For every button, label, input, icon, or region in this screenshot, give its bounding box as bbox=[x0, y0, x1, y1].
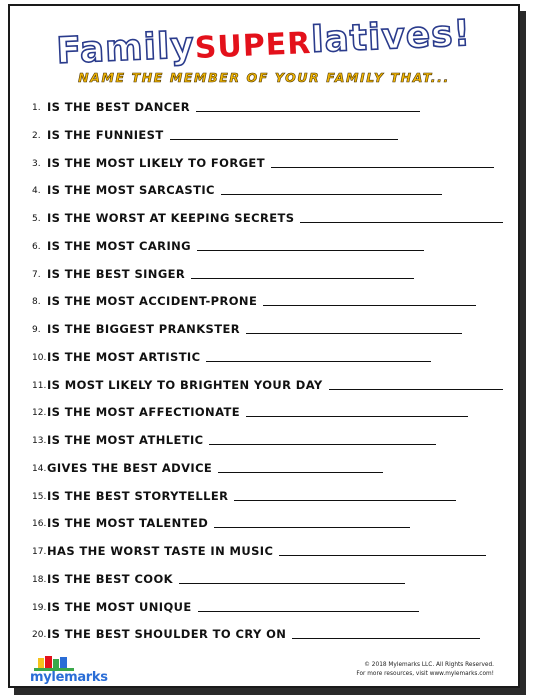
list-item bbox=[32, 206, 503, 226]
answer-blank-line[interactable] bbox=[206, 361, 431, 362]
item-text: IS THE MOST SARCASTIC bbox=[47, 183, 215, 198]
list-item bbox=[32, 289, 476, 309]
item-text: GIVES THE BEST ADVICE bbox=[47, 460, 213, 475]
item-number: 16. bbox=[32, 519, 47, 530]
answer-blank-line[interactable] bbox=[179, 583, 405, 584]
footer bbox=[356, 661, 494, 678]
answer-blank-line[interactable] bbox=[191, 278, 414, 279]
item-text: IS MOST LIKELY TO BRIGHTEN YOUR DAY bbox=[47, 377, 323, 392]
answer-blank-line[interactable] bbox=[218, 472, 383, 473]
list-item bbox=[32, 622, 480, 642]
item-number: 9. bbox=[32, 325, 41, 335]
item-number: 15. bbox=[32, 491, 47, 502]
item-text: IS THE BIGGEST PRANKSTER bbox=[47, 322, 240, 336]
answer-blank-line[interactable] bbox=[214, 527, 410, 528]
answer-blank-line[interactable] bbox=[300, 222, 503, 223]
answer-blank-line[interactable] bbox=[170, 139, 398, 140]
mylemarks-logo bbox=[30, 654, 108, 686]
item-text: IS THE BEST STORYTELLER bbox=[47, 488, 229, 503]
item-number: 20. bbox=[32, 630, 47, 641]
item-text: IS THE MOST LIKELY TO FORGET bbox=[47, 155, 265, 170]
list-item bbox=[32, 373, 503, 393]
item-text: IS THE MOST ATHLETIC bbox=[47, 433, 204, 447]
item-number: 1. bbox=[32, 103, 41, 113]
answer-blank-line[interactable] bbox=[271, 167, 494, 168]
answer-blank-line[interactable] bbox=[292, 638, 480, 639]
item-number: 12. bbox=[32, 408, 47, 419]
item-number: 4. bbox=[32, 186, 41, 197]
item-number: 3. bbox=[32, 158, 41, 169]
list-item bbox=[32, 428, 436, 448]
worksheet-subtitle: NAME THE MEMBER OF YOUR FAMILY THAT... bbox=[78, 70, 450, 85]
list-item bbox=[32, 456, 383, 476]
item-text: IS THE MOST AFFECTIONATE bbox=[47, 405, 240, 420]
item-text: IS THE MOST CARING bbox=[47, 238, 191, 253]
item-number: 5. bbox=[32, 214, 41, 224]
answer-blank-line[interactable] bbox=[197, 250, 424, 251]
item-number: 13. bbox=[32, 436, 47, 446]
item-number: 2. bbox=[32, 130, 41, 141]
list-item bbox=[32, 595, 419, 615]
list-item bbox=[32, 262, 414, 282]
resources-link: For more resources, visit www.mylemarks.com! bbox=[356, 670, 494, 677]
item-number: 11. bbox=[32, 380, 47, 391]
item-number: 7. bbox=[32, 269, 41, 280]
list-item bbox=[32, 95, 420, 115]
answer-blank-line[interactable] bbox=[209, 444, 436, 445]
item-text: IS THE FUNNIEST bbox=[47, 127, 164, 142]
answer-blank-line[interactable] bbox=[234, 500, 456, 501]
list-item bbox=[32, 567, 405, 587]
list-item bbox=[32, 123, 398, 143]
item-text: IS THE WORST AT KEEPING SECRETS bbox=[47, 211, 295, 225]
answer-blank-line[interactable] bbox=[221, 194, 442, 195]
answer-blank-line[interactable] bbox=[198, 611, 419, 612]
item-text: IS THE BEST COOK bbox=[47, 571, 173, 586]
answer-blank-line[interactable] bbox=[263, 305, 476, 306]
item-number: 6. bbox=[32, 241, 41, 252]
list-item bbox=[32, 400, 468, 420]
item-number: 8. bbox=[32, 297, 41, 308]
item-number: 19. bbox=[32, 602, 47, 613]
list-item bbox=[32, 484, 456, 504]
item-text: IS THE MOST TALENTED bbox=[47, 516, 209, 531]
item-number: 10. bbox=[32, 352, 47, 363]
title-family: Family bbox=[55, 25, 196, 73]
answer-blank-line[interactable] bbox=[196, 111, 420, 112]
list-item bbox=[32, 539, 486, 559]
list-item bbox=[32, 151, 494, 171]
worksheet-page bbox=[8, 4, 520, 688]
item-text: IS THE MOST ACCIDENT-PRONE bbox=[47, 294, 258, 309]
answer-blank-line[interactable] bbox=[246, 416, 468, 417]
item-text: HAS THE WORST TASTE IN MUSIC bbox=[47, 544, 274, 558]
item-text: IS THE MOST ARTISTIC bbox=[47, 349, 201, 364]
list-item bbox=[32, 178, 442, 198]
answer-blank-line[interactable] bbox=[329, 389, 503, 390]
logo-text: mylemarks bbox=[30, 670, 108, 685]
list-item bbox=[32, 345, 431, 365]
item-number: 14. bbox=[32, 463, 47, 474]
list-item bbox=[32, 511, 410, 531]
item-text: IS THE BEST DANCER bbox=[47, 100, 191, 114]
copyright-text: © 2018 Mylemarks LLC. All Rights Reserved. bbox=[364, 662, 494, 668]
title-super: SUPER bbox=[194, 25, 313, 66]
answer-blank-line[interactable] bbox=[246, 333, 462, 334]
item-number: 17. bbox=[32, 547, 47, 557]
title-latives: latives! bbox=[310, 12, 472, 61]
list-item bbox=[32, 317, 462, 337]
item-number: 18. bbox=[32, 574, 47, 585]
answer-blank-line[interactable] bbox=[279, 555, 486, 556]
item-text: IS THE MOST UNIQUE bbox=[47, 599, 192, 614]
item-text: IS THE BEST SINGER bbox=[47, 266, 186, 281]
list-item bbox=[32, 234, 424, 254]
item-text: IS THE BEST SHOULDER TO CRY ON bbox=[47, 627, 287, 642]
